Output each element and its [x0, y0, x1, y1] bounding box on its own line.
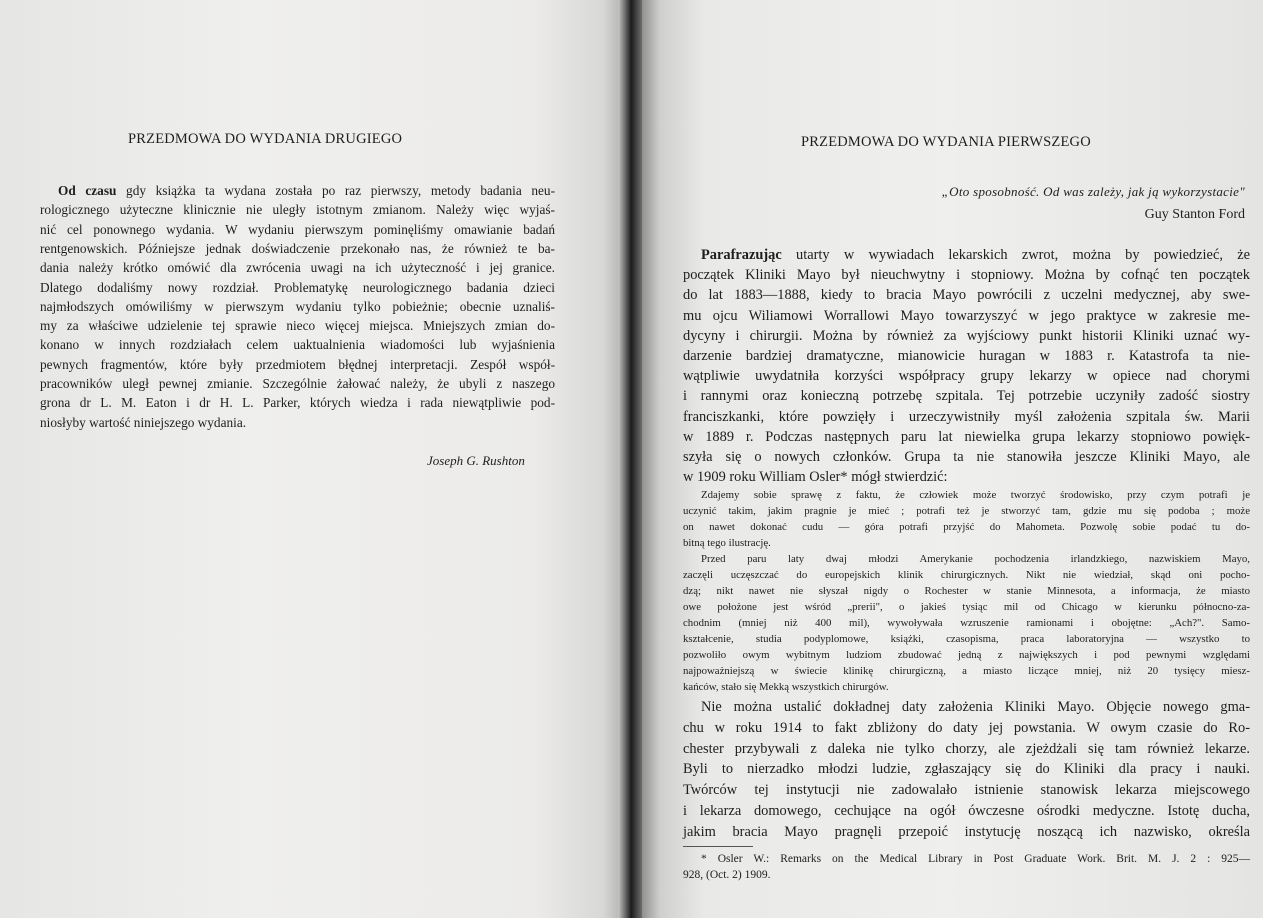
text-line: Byli to nierzadko młodzi ludzie, zgłaszający się do Kliniki dla pracy i nauki. — [683, 761, 1250, 778]
text-line: zaczęli uczęszczać do europejskich klinik chirurgicznych. Nikt nie wiedział, skąd oni pocho- — [683, 569, 1250, 581]
text-line: chodnim (mniej niż 400 mil), wywoływała wzruszenie ramionami i obojętne: „Ach?". Samo- — [683, 617, 1250, 629]
right-page — [628, 0, 1263, 918]
text-line: do lat 1883—1888, kiedy to bracia Mayo powrócili z uczelni medycznej, aby swe- — [683, 287, 1250, 304]
text-line: pozwoliło owym wybitnym ludziom zbudować jedną z największych i pod pewnymi względami — [683, 649, 1250, 661]
text-line — [40, 184, 555, 199]
text-line: konano w innych rozdziałach celem uaktualnienia wiadomości lub wyjaśnienia — [40, 337, 555, 353]
text-line: kształcenie, studia podyplomowe, książki, czasopisma, praca laboratoryjna — wszystko to — [683, 633, 1250, 645]
text-line: jakim bracia Mayo pragnęli przepoić instytucję noszącą ich nazwisko, określa — [683, 823, 1250, 840]
text-line: mu ojcu Wiliamowi Worrallowi Mayo towarzyszyć w jego praktyce w zakresie me- — [683, 307, 1250, 324]
text-line: w 1909 roku William Osler* mógł stwierdzić: — [683, 469, 948, 486]
text-line: * Osler W.: Remarks on the Medical Library in Post Graduate Work. Brit. M. J. 2 : 925— — [701, 853, 1250, 865]
text-line: Zdajemy sobie sprawę z faktu, że człowiek może tworzyć środowisko, przy czym potrafi je — [701, 489, 1250, 501]
text-line: Twórców tej instytucji nie zadowalało istnienie stanowisk lekarza miejscowego — [683, 782, 1250, 799]
text-line: pracowników uległ pewnej zmianie. Szczególnie żałować należy, że ubyli z naszego — [40, 376, 555, 391]
text-line: najpoważniejszą w świecie klinikę chirurgiczną, a miasto liczące mniej, niż 20 tysięcy miesz- — [683, 665, 1250, 677]
text-line: chester przybywali z daleka nie tylko chorzy, ale zjeżdżali się tam również lekarze. — [683, 740, 1250, 757]
line-text: gdy książka ta wydana została po raz pierwszy, metody badania neu- — [116, 183, 555, 198]
text-line: nić cel ponownego wydania. W wydaniu pierwszym pominęliśmy omawianie badań — [40, 221, 555, 237]
text-line: grona dr L. M. Eaton i dr H. L. Parker, których wiedza i rada niewątpliwie pod- — [40, 395, 555, 411]
signature: Joseph G. Rushton — [427, 453, 525, 468]
text-line: Nie można ustalić dokładnej daty założenia Kliniki Mayo. Objęcie nowego gma- — [701, 699, 1250, 715]
text-line: 928, (Oct. 2) 1909. — [683, 869, 771, 881]
text-line: wątpliwie uwydatniła korzyści współpracy grupy lekarzy w opiece nad chorymi — [683, 368, 1250, 385]
epigraph: „Oto sposobność. Od was zależy, jak ją wykorzystacie" — [941, 184, 1245, 199]
left-page — [0, 0, 628, 918]
text-line: w 1889 r. Podczas następnych paru lat niewielka grupa lekarzy stopniowo powięk- — [683, 428, 1250, 445]
page-title: PRZEDMOWA DO WYDANIA DRUGIEGO — [128, 131, 403, 147]
text-line: chu w roku 1914 to fakt zbliżony do daty jej powstania. W owym czasie do Ro- — [683, 719, 1250, 736]
footnote-rule — [683, 846, 753, 847]
epigraph-author: Guy Stanton Ford — [1144, 207, 1245, 222]
text-line: Przed paru laty dwaj młodzi Amerykanie pochodzenia irlandzkiego, nazwiskiem Mayo, — [701, 553, 1250, 565]
text-line: bitną tego ilustrację. — [683, 537, 771, 549]
lead-words: Parafrazując — [701, 247, 782, 263]
text-line: darzenie bardziej dramatyczne, mianowicie huragan w 1883 r. Katastrofa ta nie- — [683, 348, 1250, 364]
text-line: Dlatego dodaliśmy nowy rozdział. Problematykę neurologicznego badania dzieci — [40, 279, 555, 295]
text-line: kańców, stało się Mekką wszystkich chirurgów. — [683, 681, 889, 693]
text-line: i rannymi oraz konieczną potrzebę szpitala. Tej potrzebie uczyniły zadość siostry — [683, 388, 1250, 405]
text-line: i lekarza domowego, cechujące na ogół ówczesne ośrodki medyczne. Istotę ducha, — [683, 803, 1250, 819]
text-line: my za właściwe udzielenie tej sprawie nieco więcej miejsca. Mniejszych zmian do- — [40, 318, 555, 334]
text-line: rentgenowskich. Późniejsze jednak doświadczenie przekonało nas, że również te ba- — [40, 240, 555, 256]
text-line: szyła się o nowych członków. Grupa ta nie stanowiła jeszcze Kliniki Mayo, ale — [683, 449, 1250, 465]
lead-words: Od czasu — [58, 183, 117, 198]
text-line: franciszkanki, które powzięły i urzeczywistniły myśl założenia szpitala św. Marii — [683, 408, 1250, 425]
text-line: niosłyby wartość niniejszego wydania. — [40, 414, 247, 430]
text-line — [683, 248, 1250, 264]
text-line: on nawet dokonać cudu — góra potrafi przyjść do Mahometa. Pozwolę sobie podać tu do- — [683, 521, 1250, 533]
text-line: dzą; nikt nawet nie słyszał nigdy o Rochester w stanie Minnesota, a informacja, że miasto — [683, 585, 1250, 597]
text-line: dycyny i chirurgii. Można by również za wyjściowy punkt historii Kliniki uznać wy- — [683, 327, 1250, 344]
line-text: utarty w wywiadach lekarskich zwrot, można by powiedzieć, że — [781, 247, 1250, 263]
text-line: rologicznego użyteczne klinicznie nie uległy istotnym zmianom. Należy więc wyjaś- — [40, 202, 555, 218]
text-line: najmłodszych omówiliśmy w pierwszym wydaniu tylko pobieżnie; obecnie uznaliś- — [40, 298, 555, 314]
text-line: pewnych fragmentów, które były przedmiotem błędnej interpretacji. Zespół współ- — [40, 356, 555, 372]
text-line: owe położone jest wśród „prerii", o jakieś tysiąc mil od Chicago w kierunku północno-za- — [683, 601, 1250, 613]
book-gutter — [618, 0, 642, 918]
text-line: uczynić takim, jakim pragnie je mieć ; potrafi też je stworzyć tam, gdzie mu się podoba ; może — [683, 505, 1250, 517]
text-line: dania należy krótko omówić dla zwrócenia uwagi na ich użyteczność i jej granice. — [40, 260, 555, 276]
page-title: PRZEDMOWA DO WYDANIA PIERWSZEGO — [801, 134, 1091, 150]
text-line: początek Kliniki Mayo był nieuchwytny i stopniowy. Można by cofnąć ten początek — [683, 267, 1250, 284]
